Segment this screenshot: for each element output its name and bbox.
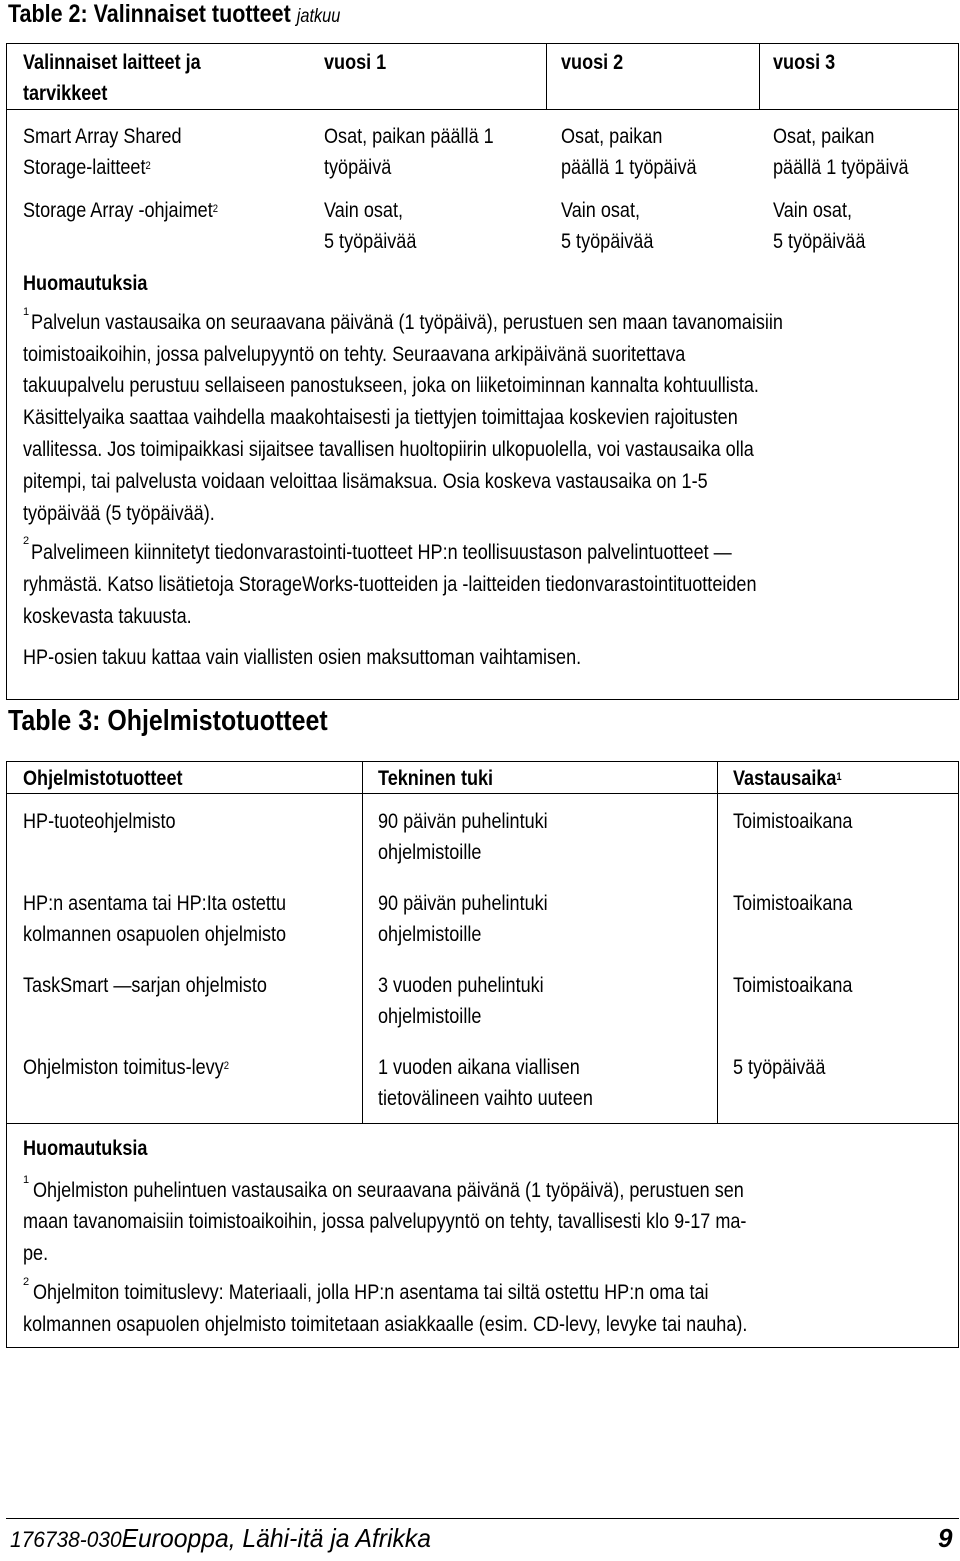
table2-note2-line: ryhmästä. Katso lisätietoja StorageWorks-tuotteiden ja -laitteiden tiedonvarastointituotteiden xyxy=(23,573,757,596)
table2-row1-year3: Osat, paikan päällä 1 työpäivä xyxy=(773,125,909,179)
table3-row2-response: Toimistoaikana xyxy=(733,892,853,915)
footer-rule xyxy=(6,1518,959,1519)
table3-row4-product: Ohjelmiston toimitus-levy$^2$ xyxy=(23,1056,229,1079)
table3-note1-line: maan tavanomaisiin toimistoaikoihin, jossa palvelupyyntö on tehty, tavallisesti klo 9-17 ma- xyxy=(23,1210,747,1233)
table3-header-response: Vastausaika$^1$ xyxy=(733,767,842,790)
table2-header-divider xyxy=(6,109,959,110)
table2-header-device: Valinnaiset laitteet ja tarvikkeet xyxy=(23,51,201,105)
table3-note2-line: Ohjelmiton toimituslevy: Materiaali, jolla HP:n asentama tai siltä ostettu HP:n oma tai xyxy=(33,1281,709,1304)
table2-note3: HP-osien takuu kattaa vain viallisten osien maksuttoman vaihtamisen. xyxy=(23,646,582,669)
footer-doc-number: 176738-030 xyxy=(10,1527,122,1552)
table3-row4-support: 1 vuoden aikana viallisen tietovälineen vaihto uuteen xyxy=(378,1056,593,1110)
table2-header-year1: vuosi 1 xyxy=(324,51,387,74)
table2-note1-line: Käsittelyaika saattaa vaihdella maakohtaisesti ja tiettyjen toimittajaa koskevien rajoitusten xyxy=(23,406,738,429)
table2-col-divider xyxy=(546,44,547,109)
table2-row1-year2: Osat, paikan päällä 1 työpäivä xyxy=(561,125,697,179)
table3-notes-heading: Huomautuksia xyxy=(23,1137,148,1160)
table2-note2-line: koskevasta takuusta. xyxy=(23,605,192,628)
table2-notes-heading: Huomautuksia xyxy=(23,272,148,295)
table3-col-divider xyxy=(717,762,718,1123)
table2-note1-line: vallitessa. Jos toimipaikkasi sijaitsee tavallisen huoltopiirin ulkopuolella, voi vastausaika olla xyxy=(23,438,754,461)
table3-row1-response: Toimistoaikana xyxy=(733,810,853,833)
table2-note1-line: Palvelun vastausaika on seuraavana päivänä (1 työpäivä), perustuen sen maan tavanomaisiin xyxy=(31,311,783,334)
table3-note1-line: pe. xyxy=(23,1242,49,1265)
table2-row1-year1: Osat, paikan päällä 1 työpäivä xyxy=(324,125,494,179)
table3-notes-divider xyxy=(6,1123,959,1124)
table2-note1-line: pitempi, tai palvelusta voidaan veloittaa lisämaksua. Osia koskeva vastausaika on 1-5 xyxy=(23,470,708,493)
table3-col-divider xyxy=(362,762,363,1123)
table2-row2-label: Storage Array -ohjaimet$^2$ xyxy=(23,199,218,222)
table2-row1-label: Smart Array Shared Storage-laitteet$^2$ xyxy=(23,125,182,179)
table2-header-year3: vuosi 3 xyxy=(773,51,836,74)
table3-note1-number: 1 xyxy=(23,1174,30,1186)
table2-note1-line: työpäivää (5 työpäivää). xyxy=(23,502,215,525)
table2-row2-year3: Vain osat, 5 työpäivää xyxy=(773,199,866,253)
table2-row2-year2: Vain osat, 5 työpäivää xyxy=(561,199,654,253)
table3-note2-line: kolmannen osapuolen ohjelmisto toimitetaan asiakkaalle (esim. CD-levy, levyke tai nauha). xyxy=(23,1313,748,1336)
table2-continued: jatkuu xyxy=(296,6,341,27)
table3-note1-line: Ohjelmiston puhelintuen vastausaika on seuraavana päivänä (1 työpäivä), perustuen sen xyxy=(33,1179,744,1202)
page-footer xyxy=(10,1523,453,1554)
table2-note1-line: takuupalvelu perustuu sellaiseen panostukseen, joka on liiketoiminnan kannalta kohtuullista. xyxy=(23,374,759,397)
table3-row1-product: HP-tuoteohjelmisto xyxy=(23,810,176,833)
table3-row4-response: 5 työpäivää xyxy=(733,1056,826,1079)
table3-row1-support: 90 päivän puhelintuki ohjelmistoille xyxy=(378,810,548,864)
table2-row2-year1: Vain osat, 5 työpäivää xyxy=(324,199,417,253)
table2-caption: Table 2: Valinnaiset tuotteet jatkuu xyxy=(8,0,341,28)
table3-caption: Table 3: Ohjelmistotuotteet xyxy=(8,705,328,737)
table2-note1-number: 1 xyxy=(23,306,30,318)
table3-row3-product: TaskSmart —sarjan ohjelmisto xyxy=(23,974,267,997)
table3-row2-support: 90 päivän puhelintuki ohjelmistoille xyxy=(378,892,548,946)
table2-note1-line: toimistoaikoihin, jossa palvelupyyntö on tehty. Seuraavana arkipäivänä suoritettava xyxy=(23,343,686,366)
table3-row2-product: HP:n asentama tai HP:Ita ostettu kolmannen osapuolen ohjelmisto xyxy=(23,892,287,946)
table2-note2-number: 2 xyxy=(23,535,30,547)
table3-header-products: Ohjelmistotuotteet xyxy=(23,767,183,790)
table3-header-support: Tekninen tuki xyxy=(378,767,494,790)
table2-note2-line: Palvelimeen kiinnitetyt tiedonvarastointi-tuotteet HP:n teollisuustason palvelintuotteet — xyxy=(31,541,732,564)
page-number: 9 xyxy=(938,1523,953,1553)
table2-header-year2: vuosi 2 xyxy=(561,51,624,74)
table3-row3-support: 3 vuoden puhelintuki ohjelmistoille xyxy=(378,974,544,1028)
table3-row3-response: Toimistoaikana xyxy=(733,974,853,997)
table3-note2-number: 2 xyxy=(23,1276,30,1288)
footer-region: Eurooppa, Lähi-itä ja Afrikka xyxy=(121,1523,431,1553)
table2-col-divider xyxy=(759,44,760,109)
